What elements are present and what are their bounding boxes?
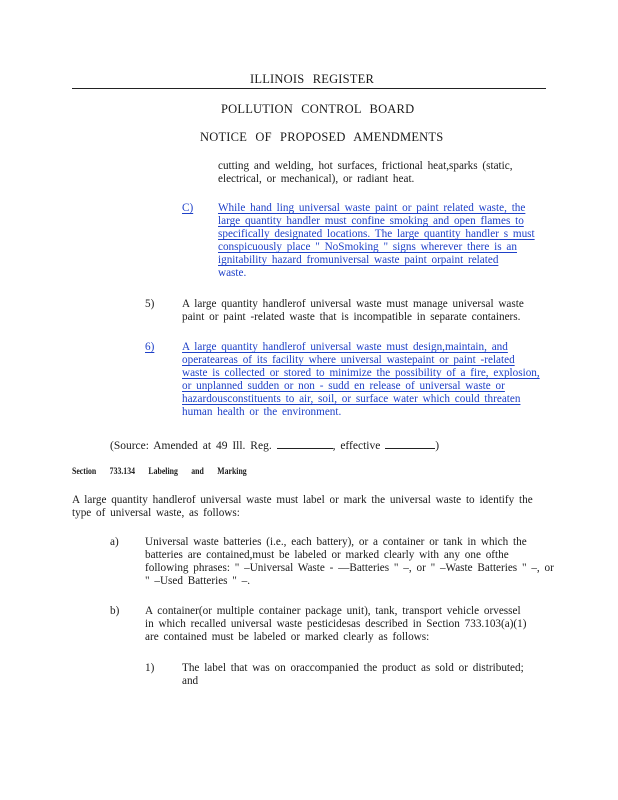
text-line: A large quantity handlerof universal waste must manage universal waste bbox=[182, 298, 524, 310]
text-line: specifically designated locations. The large quantity handler s must bbox=[218, 228, 535, 240]
text-line: following phrases: " –Universal Waste - —Batteries " –, or " –Waste Batteries " –, or bbox=[145, 562, 554, 574]
text-line: large quantity handler must confine smoking and open flames to bbox=[218, 215, 524, 227]
intro-paragraph bbox=[72, 494, 533, 520]
text-line: human health or the environment. bbox=[182, 406, 342, 418]
effective-text: , effective bbox=[332, 440, 381, 452]
item-a-text bbox=[145, 536, 554, 588]
text-line: A large quantity handlerof universal waste must label or mark the universal waste to identify the bbox=[72, 494, 533, 506]
board-title: POLLUTION CONTROL BOARD bbox=[221, 102, 415, 116]
section-heading bbox=[72, 467, 247, 477]
item-1-text bbox=[182, 662, 524, 688]
item-c-label: C) bbox=[182, 202, 194, 214]
register-blank bbox=[277, 438, 333, 449]
source-close: ) bbox=[435, 440, 440, 452]
item-6-text bbox=[182, 341, 540, 419]
text-line: waste. bbox=[218, 267, 247, 279]
source-note bbox=[110, 438, 439, 453]
header-rule bbox=[72, 88, 546, 89]
notice-title: NOTICE OF PROPOSED AMENDMENTS bbox=[200, 130, 444, 144]
item-5-text bbox=[182, 298, 524, 324]
effective-blank bbox=[385, 438, 435, 449]
text-line: The label that was on oraccompanied the product as sold or distributed; bbox=[182, 662, 524, 674]
text-line: and bbox=[182, 675, 199, 687]
item-1-label: 1) bbox=[145, 662, 155, 674]
item-a-label: a) bbox=[110, 536, 119, 548]
item-6-label: 6) bbox=[145, 341, 155, 353]
text-line: operateareas of its facility where universal wastepaint or paint -related bbox=[182, 354, 515, 366]
text-line: " –Used Batteries " –. bbox=[145, 575, 251, 587]
text-line: hazardousconstituents to air, soil, or surface water which could threaten bbox=[182, 393, 521, 405]
text-line: type of universal waste, as follows: bbox=[72, 507, 240, 519]
section-word: Section bbox=[72, 467, 97, 477]
text-line: or unplanned sudden or non - sudd en release of universal waste or bbox=[182, 380, 505, 392]
text-line: A large quantity handlerof universal waste must design,maintain, and bbox=[182, 341, 508, 353]
item-c-text bbox=[218, 202, 535, 280]
source-text: (Source: Amended at 49 Ill. Reg. bbox=[110, 440, 272, 452]
item-5-label: 5) bbox=[145, 298, 155, 310]
text-line: in which recalled universal waste pesticidesas described in Section 733.103(a)(1) bbox=[145, 618, 527, 630]
text-line: electrical, or mechanical), or radiant heat. bbox=[218, 173, 415, 185]
text-line: Universal waste batteries (i.e., each battery), or a container or tank in which the bbox=[145, 536, 527, 548]
item-b-text bbox=[145, 605, 526, 644]
text-line: paint or paint -related waste that is incompatible in separate containers. bbox=[182, 311, 521, 323]
text-line: batteries are contained,must be labeled or marked clearly with any one ofthe bbox=[145, 549, 509, 561]
text-line: ignitability hazard fromuniversal waste paint orpaint related bbox=[218, 254, 499, 266]
item-b-label: b) bbox=[110, 605, 120, 617]
text-line: cutting and welding, hot surfaces, frictional heat,sparks (static, bbox=[218, 160, 513, 172]
text-line: conspicuously place " NoSmoking " signs wherever there is an bbox=[218, 241, 517, 253]
text-line: waste is collected or stored to minimize the possibility of a fire, explosion, bbox=[182, 367, 540, 379]
section-title: Labeling and Marking bbox=[148, 467, 247, 477]
section-number: 733.134 bbox=[109, 467, 135, 477]
register-title: ILLINOIS REGISTER bbox=[250, 72, 375, 86]
text-line: A container(or multiple container package unit), tank, transport vehicle orvessel bbox=[145, 605, 521, 617]
text-line: are contained must be labeled or marked clearly as follows: bbox=[145, 631, 430, 643]
text-line: While hand ling universal waste paint or paint related waste, the bbox=[218, 202, 526, 214]
continuation-text bbox=[218, 160, 513, 186]
